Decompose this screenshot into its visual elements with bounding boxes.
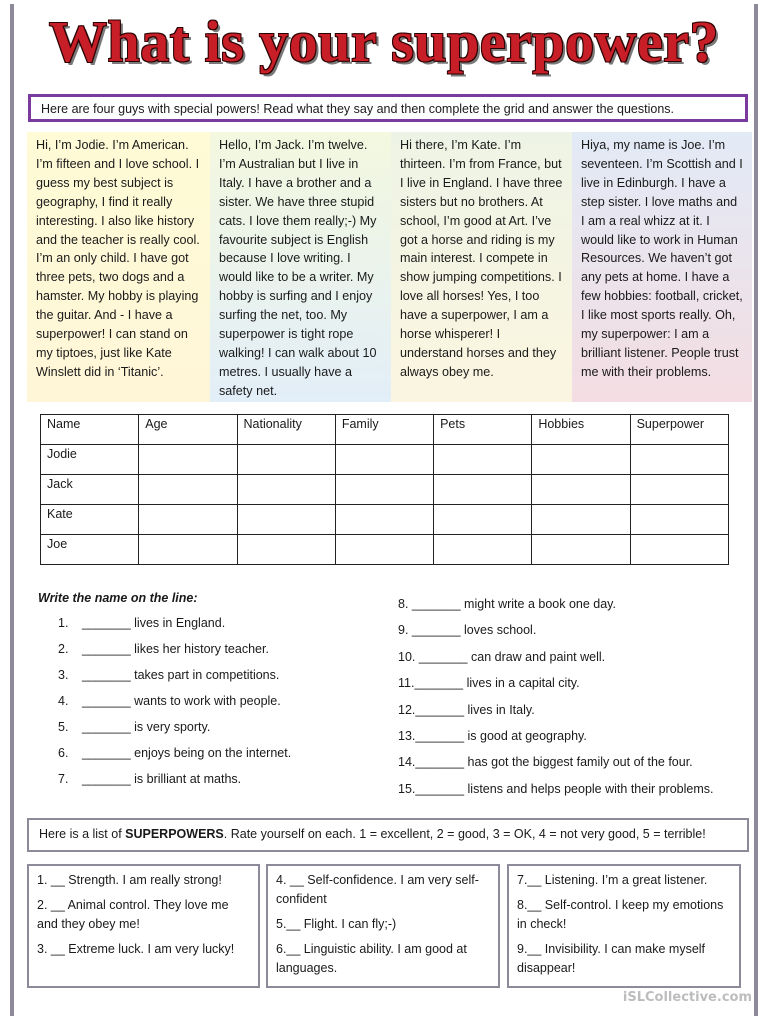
- question-number: 2.: [58, 642, 69, 656]
- watermark-footer: iSLCollective.com: [622, 990, 752, 1005]
- grid-blank-cell[interactable]: [532, 505, 630, 535]
- question-item: [58, 720, 210, 734]
- question-number: 3.: [58, 668, 69, 682]
- grid-blank-cell[interactable]: [630, 445, 728, 475]
- grid-blank-cell[interactable]: [237, 505, 335, 535]
- superpower-item: 4. __ Self-confidence. I am very self-confident: [276, 873, 479, 906]
- grid-blank-cell[interactable]: [335, 505, 433, 535]
- superpowers-heading-prefix: Here is a list of: [39, 827, 126, 841]
- question-item: [58, 668, 279, 682]
- grid-header: Family: [335, 415, 433, 445]
- superpower-item: 5.__ Flight. I can fly;-): [276, 917, 397, 931]
- grid-header: Pets: [434, 415, 532, 445]
- question-number: 6.: [58, 746, 69, 760]
- grid-name-cell: Jack: [41, 475, 139, 505]
- superpower-item: 8.__ Self-control. I keep my emotions in check!: [517, 898, 724, 931]
- superpower-item: 6.__ Linguistic ability. I am good at languages.: [276, 942, 467, 975]
- grid-blank-cell[interactable]: [434, 505, 532, 535]
- superpower-item: 1. __ Strength. I am really strong!: [37, 873, 222, 887]
- grid-blank-cell[interactable]: [335, 445, 433, 475]
- grid-header: Hobbies: [532, 415, 630, 445]
- grid-row: [41, 505, 729, 535]
- grid-blank-cell[interactable]: [630, 475, 728, 505]
- instruction-box: Here are four guys with special powers! Read what they say and then complete the grid and answer the questions.: [28, 94, 748, 122]
- grid-blank-cell[interactable]: [532, 535, 630, 565]
- text-jodie: Hi, I’m Jodie. I’m American. I’m fifteen and I love school. I guess my best subject is geography, I find it really interesting. I also like history and the teacher is really cool. I’m an only child. I have got three pets, two dogs and a hamster. My hobby is playing the guitar. And - I have a superpower! I can stand on my tiptoes, just like Kate Winslett did in ‘Titanic’.: [27, 132, 210, 402]
- superpower-item: 7.__ Listening. I’m a great listener.: [517, 873, 708, 887]
- superpowers-box-1: [27, 864, 260, 988]
- grid-header: Superpower: [630, 415, 728, 445]
- grid-blank-cell[interactable]: [237, 535, 335, 565]
- grid-blank-cell[interactable]: [532, 475, 630, 505]
- question-number: 4.: [58, 694, 69, 708]
- question-text: _______ likes her history teacher.: [82, 642, 269, 656]
- question-number: 5.: [58, 720, 69, 734]
- grid-row: [41, 475, 729, 505]
- info-grid: [40, 414, 729, 565]
- superpowers-heading: [27, 818, 749, 852]
- grid-row: [41, 445, 729, 475]
- grid-blank-cell[interactable]: [434, 445, 532, 475]
- page-title: What is your superpower?: [49, 9, 719, 74]
- question-text: _______ wants to work with people.: [82, 694, 281, 708]
- question-number: 1.: [58, 616, 69, 630]
- superpowers-heading-suffix: . Rate yourself on each. 1 = excellent, 2 = good, 3 = OK, 4 = not very good, 5 = terrible!: [223, 827, 706, 841]
- question-item: [58, 642, 269, 656]
- grid-blank-cell[interactable]: [139, 445, 237, 475]
- grid-blank-cell[interactable]: [434, 535, 532, 565]
- question-item: [58, 616, 225, 630]
- text-joe: Hiya, my name is Joe. I’m seventeen. I’m Scottish and I live in Edinburgh. I have a step sister. I love maths and I am a real whizz at it. I would like to work in Human Resources. We haven’t got any pets at home. I have a few hobbies: football, cricket, I like most sports really. Oh, my superpower: I am a brilliant listener. People trust me with their problems.: [572, 132, 752, 402]
- grid-row: [41, 535, 729, 565]
- superpower-item: 3. __ Extreme luck. I am very lucky!: [37, 942, 235, 956]
- superpowers-heading-bold: SUPERPOWERS: [125, 827, 224, 841]
- superpowers-box-3: [507, 864, 741, 988]
- question-item: 8. _______ might write a book one day.: [398, 597, 616, 611]
- questions-heading: Write the name on the line:: [38, 591, 198, 605]
- question-item: [58, 694, 281, 708]
- question-item: [58, 772, 241, 786]
- grid-blank-cell[interactable]: [335, 535, 433, 565]
- superpower-item: 2. __ Animal control. They love me and they obey me!: [37, 898, 229, 931]
- question-text: _______ is very sporty.: [82, 720, 211, 734]
- question-text: _______ lives in England.: [82, 616, 226, 630]
- question-item: 13._______ is good at geography.: [398, 729, 587, 743]
- text-jack: Hello, I’m Jack. I’m twelve. I’m Australian but I live in Italy. I have a brother and a sister. We have three stupid cats. I love them really;-) My favourite subject is English because I love writing. I would like to be a writer. My hobby is surfing and I enjoy surfing the net, too. My superpower is tight rope walking! I can walk about 10 metres. I usually have a safety net.: [210, 132, 391, 402]
- grid-blank-cell[interactable]: [139, 505, 237, 535]
- grid-blank-cell[interactable]: [532, 445, 630, 475]
- grid-blank-cell[interactable]: [237, 475, 335, 505]
- grid-blank-cell[interactable]: [139, 535, 237, 565]
- question-item: 9. _______ loves school.: [398, 623, 537, 638]
- grid-blank-cell[interactable]: [237, 445, 335, 475]
- grid-header: Age: [139, 415, 237, 445]
- question-text: _______ is brilliant at maths.: [82, 772, 242, 786]
- question-item: 10. _______ can draw and paint well.: [398, 649, 606, 664]
- grid-name-cell: Joe: [41, 535, 139, 565]
- grid-header: Name: [41, 415, 139, 445]
- question-item: 11._______ lives in a capital city.: [398, 676, 580, 691]
- grid-blank-cell[interactable]: [630, 535, 728, 565]
- question-item: 15._______ listens and helps people with their problems.: [398, 781, 714, 796]
- grid-header-row: [41, 415, 729, 445]
- superpower-item: 9.__ Invisibility. I can make myself disappear!: [517, 942, 706, 975]
- question-text: _______ takes part in competitions.: [82, 668, 280, 682]
- question-item: 14._______ has got the biggest family out of the four.: [398, 755, 693, 770]
- grid-blank-cell[interactable]: [434, 475, 532, 505]
- reading-texts: [27, 132, 752, 402]
- grid-blank-cell[interactable]: [335, 475, 433, 505]
- question-text: _______ enjoys being on the internet.: [82, 746, 292, 760]
- grid-blank-cell[interactable]: [139, 475, 237, 505]
- grid-name-cell: Jodie: [41, 445, 139, 475]
- question-item: 12._______ lives in Italy.: [398, 702, 535, 717]
- grid-blank-cell[interactable]: [630, 505, 728, 535]
- question-number: 7.: [58, 772, 69, 786]
- grid-header: Nationality: [237, 415, 335, 445]
- superpowers-box-2: [266, 864, 500, 988]
- grid-name-cell: Kate: [41, 505, 139, 535]
- question-item: [58, 746, 291, 760]
- text-kate: Hi there, I’m Kate. I’m thirteen. I’m from France, but I live in England. I have three sisters but no brothers. At school, I’m good at Art. I’ve got a horse and riding is my main interest. I compete in show jumping competitions. I love all horses! Yes, I too have a superpower, I am a horse whisperer! I understand horses and they always obey me.: [391, 132, 572, 402]
